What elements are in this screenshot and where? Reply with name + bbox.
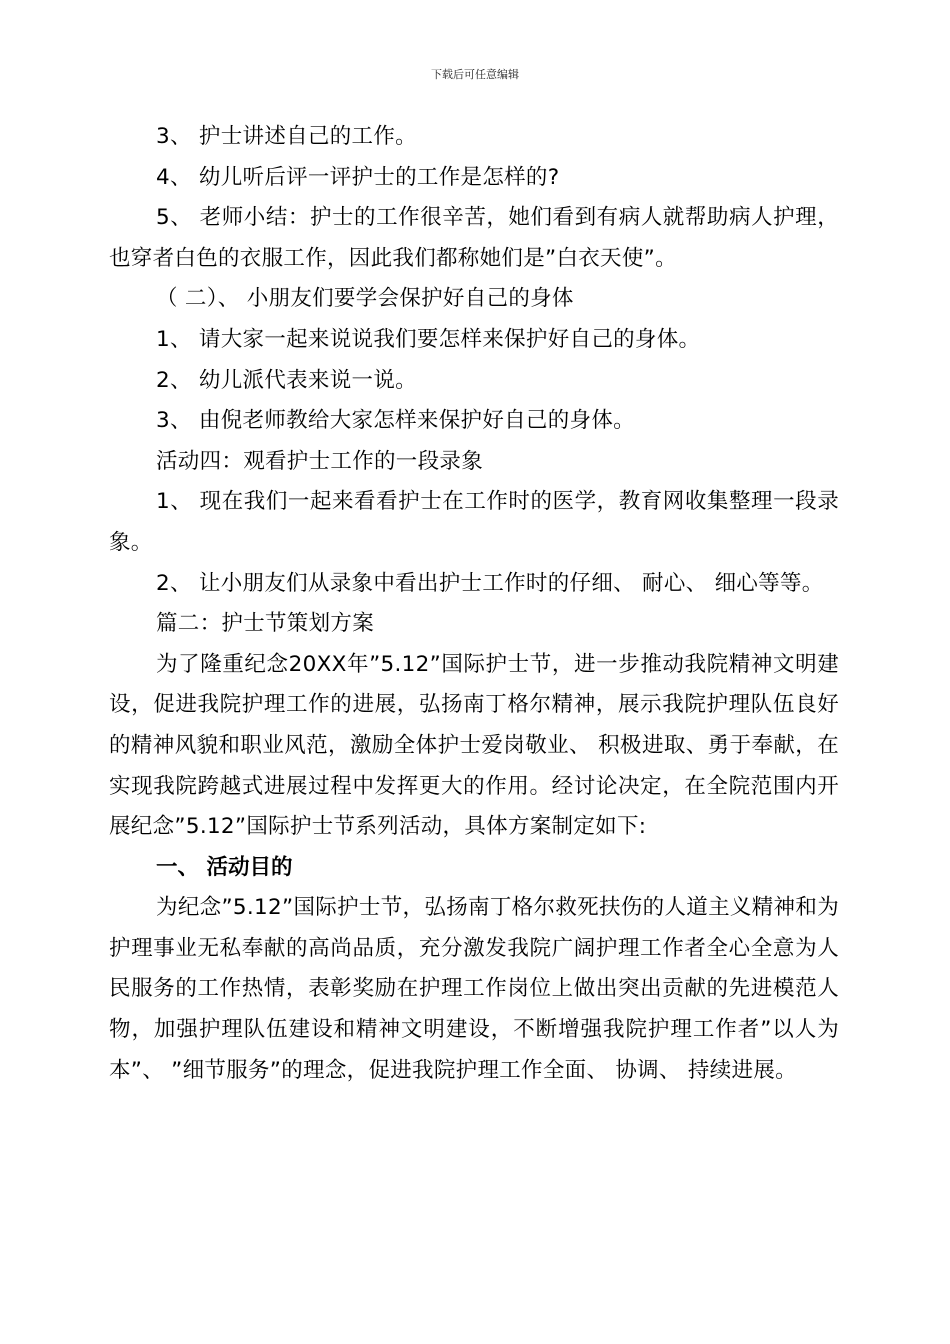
paragraph-video-2: 2、 让小朋友们从录象中看出护士工作时的仔细、 耐心、 细心等等。: [156, 570, 824, 596]
document-body: [109, 117, 839, 1091]
paragraph-step-1: 1、 请大家一起来说说我们要怎样来保护好自己的身体。: [156, 326, 701, 352]
header-note: 下载后可任意编辑: [431, 68, 519, 81]
paragraph-step-3: 3、 由倪老师教给大家怎样来保护好自己的身体。: [156, 408, 635, 434]
paragraph-item-3: 3、 护士讲述自己的工作。: [156, 124, 417, 149]
paragraph-teacher-summary: 5、 老师小结：护士的工作很辛苦，她们看到有病人就帮助病人护理，也穿者白色的衣服工作，因此我们都称她们是”白衣天使”。: [109, 205, 839, 271]
paragraph-video-1: 1、 现在我们一起来看看护士在工作时的医学，教育网收集整理一段录象。: [109, 489, 839, 555]
section-heading-purpose: 一、 活动目的: [156, 854, 293, 880]
paragraph-intro: 为了隆重纪念20XX年”5.12”国际护士节，进一步推动我院精神文明建设，促进我院护理工作的进展，弘扬南丁格尔精神，展示我院护理队伍良好的精神风貌和职业风范，激励全体护士爱岗敬业、 积极进取、勇于奉献，在实现我院跨越式进展过程中发挥更大的作用。经讨论决定，在全院范围内开展纪念”5.12”国际护士节系列活动，具体方案制定如下:: [109, 651, 839, 840]
paragraph-item-4: 4、 幼儿听后评一评护士的工作是怎样的?: [156, 164, 560, 190]
paragraph-section-two: （ 二）、 小朋友们要学会保护好自己的身体: [156, 286, 574, 312]
paragraph-purpose: 为纪念”5.12”国际护士节，弘扬南丁格尔救死扶伤的人道主义精神和为护理事业无私奉献的高尚品质，充分激发我院广阔护理工作者全心全意为人民服务的工作热情，表彰奖励在护理工作岗位上做出突出贡献的先进模范人物，加强护理队伍建设和精神文明建设，不断增强我院护理工作者”以人为本”、 ”细节服务”的理念，促进我院护理工作全面、 协调、 持续进展。: [109, 895, 839, 1083]
paragraph-activity-four: 活动四：观看护士工作的一段录象: [156, 448, 484, 474]
paragraph-part-two-title: 篇二：护士节策划方案: [156, 611, 375, 637]
paragraph-step-2: 2、 幼儿派代表来说一说。: [156, 367, 417, 393]
